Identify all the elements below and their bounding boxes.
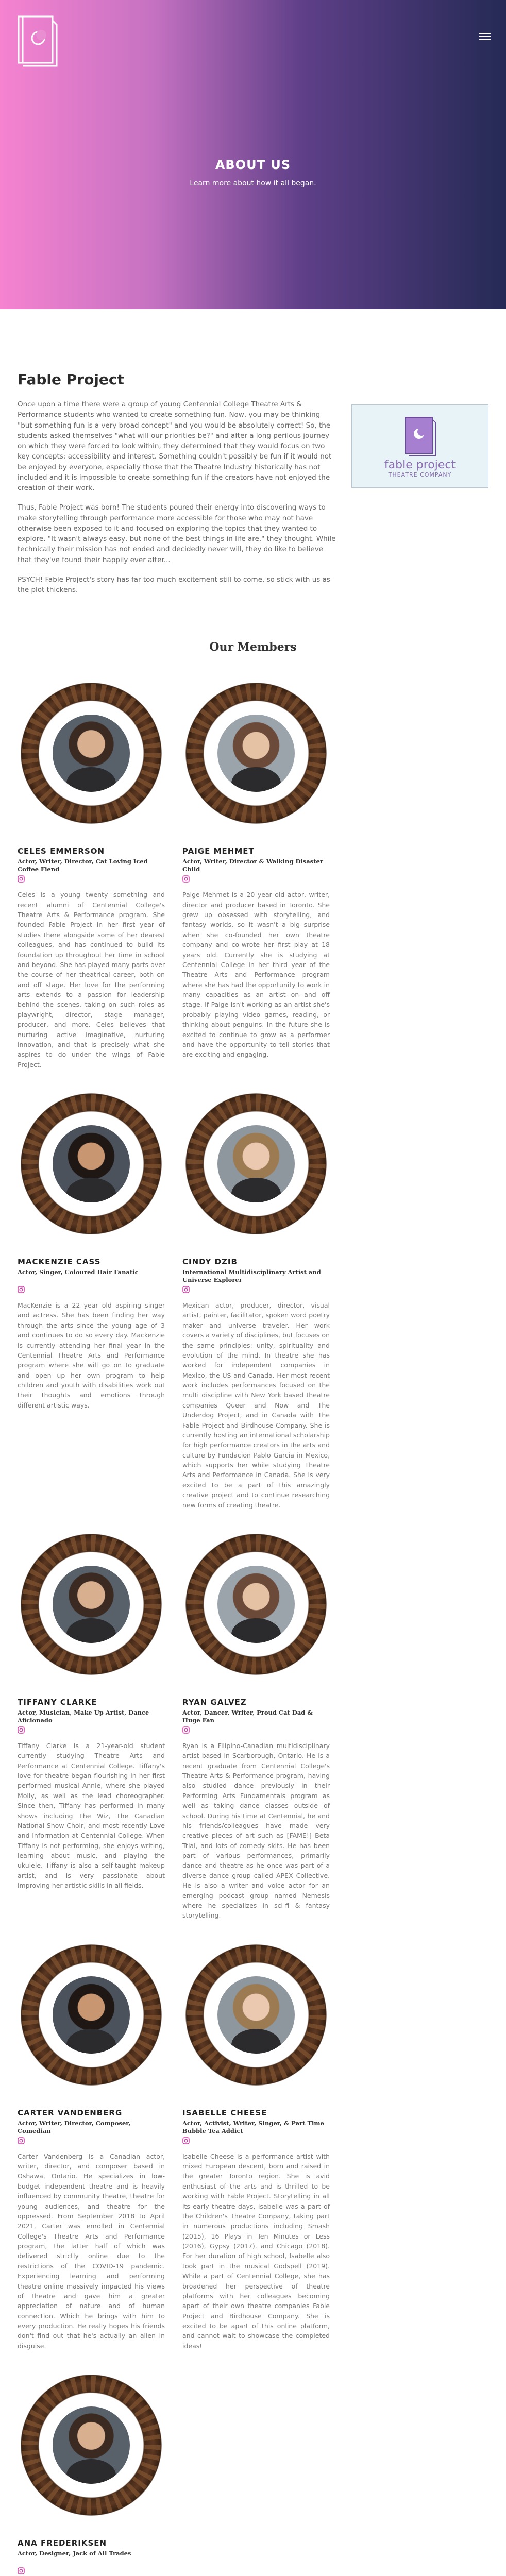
wreath-frame <box>18 2371 165 2519</box>
member-role: International Multidisciplinary Artist and Universe Explorer <box>182 1268 321 1283</box>
member-bio: Carter Vandenberg is a Canadian actor, writer, director, and composer based in Oshawa, Ontario. He specializes in low-budget independent theatre and is heavily influenced by community theatre, theatre for young audiences, and theatre for the oppressed. From September 2018 to April 2021, Carter was enrolled in Centennial College's Theatre Arts and Performance program, the latter half of which was delivered strictly online due to the restrictions of the COVID-19 pandemic. Experiencing learning and performing theatre online massively impacted his views of theatre and gave him a greater appreciation of nature and of human connection. Which he brings with him to every production. He really hopes his friends don't find out that he's actually an alien in disguise. <box>18 2152 165 2350</box>
member-bio: Ryan is a Filipino-Canadian multidisciplinary artist based in Scarborough, Ontario. He is a recent graduate from Centennial College's Theatre Arts & Performance program, having also studied dance previously in their Performing Arts Fundamentals program as well as taking dance classes outside of school. During his time at Centennial, he and his friends/colleagues have made very creative pieces of art such as [FAME!] Beta Trial, and lots of comedy skits. He has been part of various performances, primarily dance and theatre as he once was part of a diverse dance group called APEX Collective. He is also a writer and voice actor for an emerging podcast group named Nemesis where he specializes in sci-fi & fantasy storytelling. <box>182 1741 330 1920</box>
intro-section <box>18 399 488 604</box>
instagram-icon[interactable] <box>18 1726 25 1734</box>
member-role: Actor, Activist, Writer, Singer, & Part Time Bubble Tea Addict <box>182 2119 324 2134</box>
member-role: Actor, Writer, Director, Composer, Comedian <box>18 2119 131 2134</box>
instagram-icon[interactable] <box>18 1286 25 1293</box>
member-card <box>18 1941 165 2351</box>
wreath-frame <box>18 1090 165 1238</box>
hamburger-menu-icon[interactable] <box>479 33 491 41</box>
member-name: ANA FREDERIKSEN <box>18 2538 107 2548</box>
wreath-frame <box>182 1090 330 1238</box>
hero-banner <box>0 0 506 309</box>
wreath-frame <box>18 1941 165 2089</box>
member-card <box>18 1090 165 1510</box>
instagram-icon[interactable] <box>182 875 190 883</box>
member-card <box>182 1531 330 1921</box>
logo-sub-text: THEATRE COMPANY <box>388 471 452 478</box>
member-bio: Paige Mehmet is a 20 year old actor, writer, director and producer based in Toronto. She grew up obsessed with storytelling, and fantasy worlds, so it wasn't a big surprise when she co-founded her own theatre company and co-wrote her first play at 18 years old. Currently she is studying at Centennial College in her third year of the Theatre Arts and Performance program where she has had the opportunity to work in many capacities as an artist on and off stage. If Paige isn't working as an artist she's probably playing video games, reading, or thinking about penguins. In the future she is excited to continue to grow as a performer and have the opportunity to tell stories that are exciting and engaging. <box>182 891 330 1059</box>
member-bio: Tiffany Clarke is a 21-year-old student currently studying Theatre Arts and Performance at Centennial College. Tiffany's love for theatre began flourishing in her first performed musical Annie, where she played Molly, as well as the lead choreographer. Since then, Tiffany has performed in many shows including The Wiz, The Canadian National Show Choir, and most recently Love and Information at Centennial College. When Tiffany is not performing, she enjoys writing, learning about music, and playing the ukulele. Tiffany is also a self-taught makeup artist, and is very passionate about improving her artistic skills in all fields. <box>18 1741 165 1890</box>
member-bio: Celes is a young twenty something and recent alumni of Centennial College's Theatre Arts & Performance program. She founded Fable Project in her first year of studies there alongside some of her dearest colleagues, and has continued to build its foundation up throughout her time in school and beyond. She has played many parts over the course of her theatrical career, both on and off stage. Her love for the performing arts extends to a passion for leadership behind the scenes, taking on such roles as playwright, director, stage manager, producer, and more. Celes believes that nurturing active imaginative, nurturing innovation, and that is precisely what she aspires to do under the wings of Fable Project. <box>18 891 165 1069</box>
member-name: CINDY DZIB <box>182 1257 238 1266</box>
member-name: MACKENZIE CASS <box>18 1257 101 1266</box>
member-card <box>182 680 330 1070</box>
wreath-frame <box>18 680 165 827</box>
book-logo-icon[interactable] <box>15 12 60 67</box>
member-photo <box>53 1125 130 1202</box>
member-card <box>18 680 165 1070</box>
member-photo <box>217 1566 295 1643</box>
member-role: Actor, Designer, Jack of All Trades <box>18 2550 131 2557</box>
member-photo <box>53 715 130 792</box>
main-content <box>0 371 506 2576</box>
member-photo <box>53 2406 130 2484</box>
intro-title: Fable Project <box>18 371 124 388</box>
member-card <box>182 1090 330 1510</box>
member-name: CARTER VANDENBERG <box>18 2108 123 2117</box>
member-card <box>18 2371 165 2576</box>
member-name: TIFFANY CLARKE <box>18 1697 97 1707</box>
instagram-icon[interactable] <box>182 1286 190 1293</box>
member-role: Actor, Writer, Director, Cat Loving Iced Coffee Fiend <box>18 858 148 873</box>
member-name: PAIGE MEHMET <box>182 846 255 856</box>
member-name: ISABELLE CHEESE <box>182 2108 267 2117</box>
instagram-icon[interactable] <box>182 2137 190 2144</box>
wreath-frame <box>18 1531 165 1678</box>
member-name: RYAN GALVEZ <box>182 1697 247 1707</box>
member-role: Actor, Writer, Director & Walking Disaster Child <box>182 858 323 873</box>
intro-paragraph: PSYCH! Fable Project's story has far too much excitement still to come, so stick with us as the plot thickens. <box>18 575 330 594</box>
members-title: Our Members <box>209 640 297 654</box>
instagram-icon[interactable] <box>182 1726 190 1734</box>
logo-main-text: fable project <box>384 459 456 471</box>
member-bio: Isabelle Cheese is a performance artist with mixed European descent, born and raised in the greater Toronto region. She is avid enthusiast of the arts and is thrilled to be working with Fable Project. Storytelling in all its early theatre days, Isabelle was a part of the Children's Theatre Company, taking part in numerous productions including Smash (2015), 16 Plays in Ten Minutes or Less (2016), Gypsy (2017), and Chicago (2018). For her duration of high school, Isabelle also took part in the musical Godspell (2019). While a part of Centennial College, she has broadened her perspective of theatre platforms with her colleagues becoming apart of their own theatre companies Fable Project and Birdhouse Company. She is excited to be apart of this online platform, and cannot wait to showcase the completed ideas! <box>182 2152 330 2350</box>
instagram-icon[interactable] <box>18 2567 25 2574</box>
intro-paragraph: Thus, Fable Project was born! The students poured their energy into discovering ways to make storytelling through performance more accessible for those who may not have otherwise been exposed to it and focused on exploring the topics that they wanted to explore. "It wasn't always easy, but none of the best things in life are," they thought. While technically their mission has not ended and decidedly never will, they do like to believe that they've found their happily ever after... <box>18 503 336 564</box>
page-subtitle: Learn more about how it all began. <box>190 179 316 188</box>
member-bio: Mexican actor, producer, director, visual artist, painter, facilitator, spoken word poetry maker and universe traveler. Her work covers a variety of disciplines, but focuses on the same principles: unity, spirituality and evolution of the mind. In theatre she has worked for independent companies in Mexico, the US and Canada. Her most recent work includes performances focused on the multi discipline with New York based theatre companies Queer and Now and The Underdog Project, and in Canada with The Fable Project and Birdhouse Company. She is currently hosting an international scholarship for high performance creators in the arts and culture by Fundacion Pablo Garcia in Mexico, which supports her while studying Theatre Arts and Performance in Canada. She is very excited to be a part of this amazingly creative project and to continue researching new forms of creating theatre. <box>182 1301 330 1509</box>
member-card <box>182 1941 330 2351</box>
member-photo <box>53 1976 130 2054</box>
wreath-frame <box>182 1941 330 2089</box>
wreath-frame <box>182 680 330 827</box>
member-photo <box>217 715 295 792</box>
members-grid <box>18 680 488 2576</box>
member-role: Actor, Musician, Make Up Artist, Dance Aficionado <box>18 1708 149 1724</box>
intro-paragraph: Once upon a time there were a group of young Centennial College Theatre Arts & Performance students who wanted to create something fun. Now, you may be thinking "but something fun is a very broad concept" and you would be absolutely correct! So, the students asked themselves "what will our priorities be?" and after a long perilous journey on which they were forced to look within, they determined that they would focus on two key concepts: accessibility and interest. Something couldn't possibly be fun if it would not be enjoyed by everyone, especially those that the Theatre Industry historically has not included and it is impossible to create something fun if the creators have not enjoyed the creation of their work. <box>18 400 332 492</box>
member-photo <box>217 1976 295 2054</box>
intro-text <box>18 399 336 604</box>
member-card <box>18 1531 165 1921</box>
instagram-icon[interactable] <box>18 2137 25 2144</box>
member-role: Actor, Singer, Coloured Hair Fanatic <box>18 1268 139 1276</box>
book-icon <box>401 414 438 456</box>
page-title: ABOUT US <box>215 158 291 172</box>
member-photo <box>217 1125 295 1202</box>
member-bio: MacKenzie is a 22 year old aspiring singer and actress. She has been finding her way through the arts since the young age of 3 and continues to do so every day. Mackenzie is currently attending her final year in the Centennial Theatre Arts and Performance program where she will go on to graduate and open up her own program to help children and youth with disabilities work out their thoughts and emotions through different artistic ways. <box>18 1301 165 1409</box>
wreath-frame <box>182 1531 330 1678</box>
company-logo <box>351 404 488 488</box>
member-name: CELES EMMERSON <box>18 846 105 856</box>
member-role: Actor, Dancer, Writer, Proud Cat Dad & Huge Fan <box>182 1708 313 1724</box>
member-photo <box>53 1566 130 1643</box>
instagram-icon[interactable] <box>18 875 25 883</box>
